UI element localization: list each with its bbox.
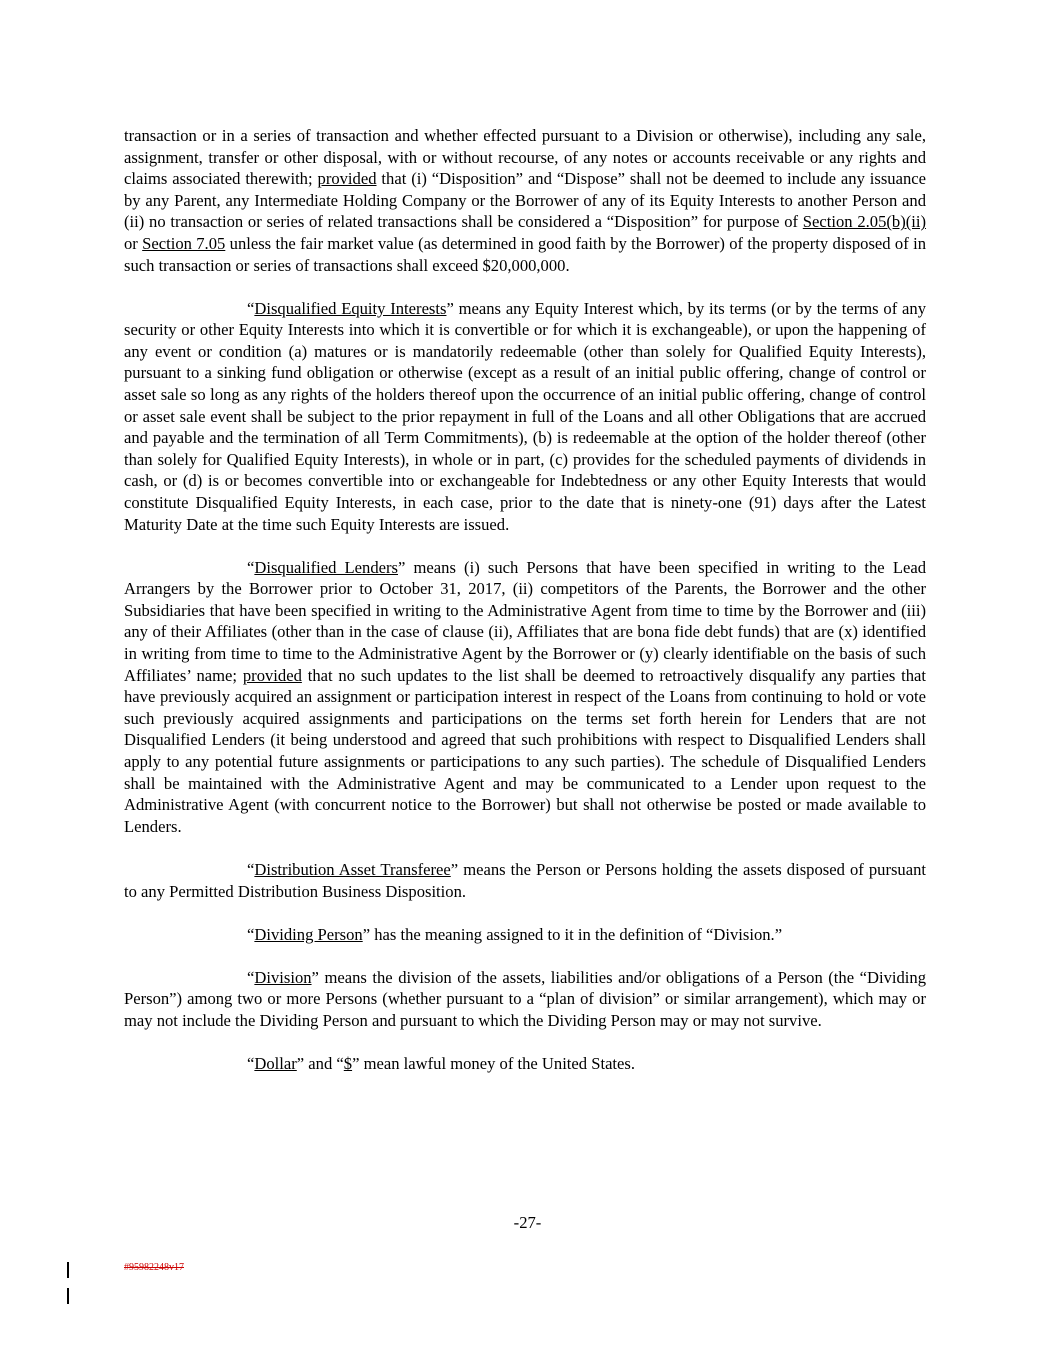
text-run: or: [124, 233, 143, 253]
revision-bar: [67, 1262, 69, 1278]
document-id-stamp: #95982248v17: [124, 1262, 184, 1273]
defined-term: Dividing Person: [254, 924, 363, 944]
underlined-term: provided: [242, 665, 302, 685]
text-run: “: [247, 298, 255, 318]
defined-term: Division: [254, 967, 312, 987]
paragraph-disposition-continued: [124, 125, 926, 276]
defined-term: Disqualified Lenders: [254, 557, 398, 577]
text-run: ” and “: [296, 1053, 344, 1073]
definition-disqualified-equity-interests: [124, 298, 926, 536]
text-run: “: [247, 967, 255, 987]
text-run: ” mean lawful money of the United States.: [352, 1053, 636, 1073]
defined-term: Distribution Asset Transferee: [254, 859, 451, 879]
definition-dollar: [124, 1053, 926, 1075]
section-reference: Section 2.05(b)(ii): [802, 212, 926, 232]
text-run: unless the fair market value (as determined in good faith by the Borrower) of the property disposed of in such transaction or series of transactions shall exceed $20,000,000.: [124, 233, 926, 275]
definition-division: [124, 967, 926, 1032]
text-run: “: [247, 557, 255, 577]
defined-term: $: [343, 1053, 353, 1073]
text-run: “: [247, 924, 255, 944]
text-run: “: [247, 859, 255, 879]
page-number: -27-: [513, 1213, 542, 1232]
text-run: ” means the Person or Persons holding the assets disposed of pursuant to any Permitted Distribution Business Disposition.: [124, 859, 926, 901]
text-run: ” means the division of the assets, liabilities and/or obligations of a Person (the “Dividing Person”) among two or more Persons (whether pursuant to a “plan of division” or similar arrangement), which may or may not include the Dividing Person and pursuant to which the Dividing Person may or may not survive.: [124, 967, 926, 1030]
definition-dividing-person: [124, 924, 926, 946]
text-run: ” means (i) such Persons that have been specified in writing to the Lead Arrangers by the Borrower prior to October 31, 2017, (ii) competitors of the Parents, the Borrower and the other Subsidiaries that have been specified in writing to the Administrative Agent from time to time by the Borrower and (iii) any of their Affiliates (other than in the case of clause (ii), Affiliates that are bona fide debt funds) that are (x) identified in writing from time to time to the Administrative Agent by the Borrower or (y) clearly identifiable on the basis of such Affiliates’ name;: [124, 557, 926, 685]
text-run: that no such updates to the list shall be deemed to retroactively disqualify any parties that have previously acquired an assignment or participation interest in respect of the Loans from continuing to hold or vote such previously acquired assignments and participations on the terms set forth herein for Lenders that are not Disqualified Lenders (it being understood and agreed that such prohibitions with respect to Disqualified Lenders shall apply to any potential future assignments or participations to any such parties). The schedule of Disqualified Lenders shall be maintained with the Administrative Agent and may be communicated to a Lender upon request to the Administrative Agent (with concurrent notice to the Borrower) but shall not otherwise be posted or made available to Lenders.: [124, 665, 927, 836]
definition-disqualified-lenders: [124, 557, 926, 838]
text-run: ” has the meaning assigned to it in the definition of “Division.”: [362, 924, 783, 944]
defined-term: Disqualified Equity Interests: [254, 298, 447, 318]
underlined-term: provided: [317, 169, 377, 189]
definition-distribution-asset-transferee: [124, 859, 926, 902]
defined-term: Dollar: [254, 1053, 297, 1073]
section-reference: Section 7.05: [142, 233, 226, 253]
text-run: transaction or in a series of transaction and whether effected pursuant to a Division or otherwise), including any sale, assignment, transfer or other disposal, with or without recourse, of any notes or accounts receivable or any rights and claims associated therewith;: [124, 126, 926, 189]
revision-bar: [67, 1288, 69, 1304]
text-run: ” means any Equity Interest which, by its terms (or by the terms of any security or other Equity Interests into which it is convertible or for which it is exchangeable), or upon the happening of any event or condition (a) matures or is mandatorily redeemable (other than solely for Qualified Equity Interests), pursuant to a sinking fund obligation or otherwise (except as a result of an initial public offering, change of control or asset sale so long as any rights of the holders thereof upon the occurrence of an initial public offering, change of control or asset sale event shall be subject to the prior repayment in full of the Loans and all other Obligations that are accrued and payable and the termination of all Term Commitments), (b) is redeemable at the option of the holder thereof (other than solely for Qualified Equity Interests), in whole or in part, (c) provides for the scheduled payments of dividends in cash, or (d) is or becomes convertible into or exchangeable for Indebtedness or any other Equity Interests that would constitute Disqualified Equity Interests, in each case, prior to the date that is ninety-one (91) days after the Latest Maturity Date at the time such Equity Interests are issued.: [124, 298, 927, 534]
document-body: [124, 125, 926, 1096]
text-run: that (i) “Disposition” and “Dispose” shall not be deemed to include any issuance by any Parent, any Intermediate Holding Company or the Borrower of any of its Equity Interests to another Person and (ii) no transaction or series of related transactions shall be considered a “Disposition” for purpose of: [124, 169, 926, 232]
text-run: “: [247, 1053, 255, 1073]
